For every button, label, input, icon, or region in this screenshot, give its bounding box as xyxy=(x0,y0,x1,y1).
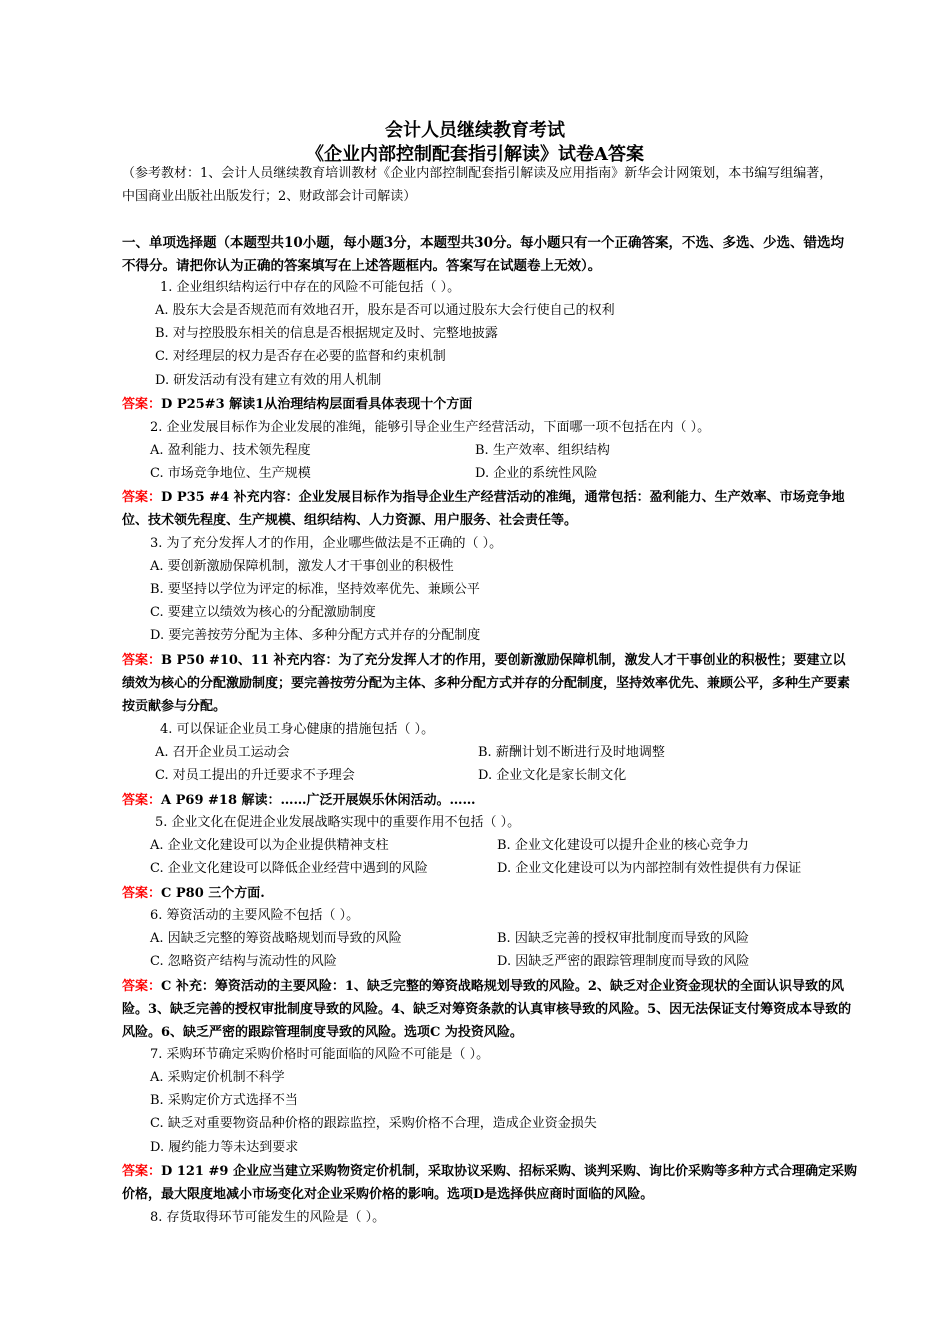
question-4-option-b: B. 薪酬计划不断进行及时地调整 xyxy=(478,745,665,760)
answer-label: 答案： xyxy=(122,397,162,412)
question-5-option-d: D. 企业文化建设可以为内部控制有效性提供有力保证 xyxy=(497,861,802,876)
question-7-option-b: B. 采购定价方式选择不当 xyxy=(150,1093,298,1108)
question-6-option-c: C. 忽略资产结构与流动性的风险 xyxy=(150,954,337,969)
question-2-stem: 2. 企业发展目标作为企业发展的准绳，能够引导企业生产经营活动，下面哪一项不包括在内（ ）。 xyxy=(150,420,711,435)
answer-label: 答案： xyxy=(122,793,162,808)
question-5-option-a: A. 企业文化建设可以为企业提供精神支柱 xyxy=(150,838,389,853)
question-7-answer xyxy=(122,1160,857,1206)
question-5-answer xyxy=(122,882,857,905)
exam-subtitle: 《企业内部控制配套指引解读》试卷A答案 xyxy=(306,144,644,165)
question-7-option-c: C. 缺乏对重要物资品种价格的跟踪监控，采购价格不合理，造成企业资金损失 xyxy=(150,1116,597,1131)
question-7-option-d: D. 履约能力等未达到要求 xyxy=(150,1140,299,1155)
question-2-option-a: A. 盈利能力、技术领先程度 xyxy=(150,443,311,458)
question-1-stem: 1. 企业组织结构运行中存在的风险不可能包括（ ）。 xyxy=(160,280,461,295)
answer-text: B P50 #10、11 补充内容：为了充分发挥人才的作用，要创新激励保障机制，激发人才干事创业的积极性；要建立以绩效为核心的分配激励制度；要完善按劳分配为主体、多种分配方式并存的分配制度，坚持效率优先、兼顾公平，多种生产要素按贡献参与分配。 xyxy=(122,653,851,714)
question-4-option-a: A. 召开企业员工运动会 xyxy=(155,745,290,760)
question-2-option-b: B. 生产效率、组织结构 xyxy=(475,443,610,458)
question-3-answer xyxy=(122,649,857,718)
question-1-answer xyxy=(122,393,857,416)
answer-label: 答案： xyxy=(122,653,162,668)
question-1-option-d: D. 研发活动有没有建立有效的用人机制 xyxy=(155,373,382,388)
question-4-option-d: D. 企业文化是家长制文化 xyxy=(478,768,627,783)
question-6-option-d: D. 因缺乏严密的跟踪管理制度而导致的风险 xyxy=(497,954,750,969)
question-6-answer xyxy=(122,975,857,1044)
answer-label: 答案： xyxy=(122,1164,162,1179)
question-3-stem: 3. 为了充分发挥人才的作用，企业哪些做法是不正确的（ ）。 xyxy=(150,536,503,551)
exam-title: 会计人员继续教育考试 xyxy=(385,120,565,141)
answer-text: A P69 #18 解读：……广泛开展娱乐休闲活动。…… xyxy=(161,793,476,808)
question-5-stem: 5. 企业文化在促进企业发展战略实现中的重要作用不包括（ ）。 xyxy=(155,815,521,830)
question-1-option-c: C. 对经理层的权力是否存在必要的监督和约束机制 xyxy=(155,349,446,364)
question-6-stem: 6. 筹资活动的主要风险不包括（ ）。 xyxy=(150,908,360,923)
question-6-option-a: A. 因缺乏完整的筹资战略规划而导致的风险 xyxy=(150,931,402,946)
answer-label: 答案： xyxy=(122,886,162,901)
answer-label: 答案： xyxy=(122,979,162,994)
answer-text: D P35 #4 补充内容：企业发展目标作为指导企业生产经营活动的准绳，通常包括：盈利能力、生产效率、市场竞争地位、技术领先程度、生产规模、组织结构、人力资源、用户服务、社会责任等。 xyxy=(122,490,845,528)
answer-text: C P80 三个方面. xyxy=(161,886,265,901)
question-2-option-c: C. 市场竞争地位、生产规模 xyxy=(150,466,311,481)
answer-text: D P25#3 解读1从治理结构层面看具体表现十个方面 xyxy=(161,397,473,412)
question-3-option-a: A. 要创新激励保障机制，激发人才干事创业的积极性 xyxy=(150,559,454,574)
question-2-option-d: D. 企业的系统性风险 xyxy=(475,466,598,481)
reference-note: （参考教材：1、会计人员继续教育培训教材《企业内部控制配套指引解读及应用指南》新华会计网策划，本书编写组编著，中国商业出版社出版发行；2、财政部会计司解读） xyxy=(122,166,833,204)
question-1-option-b: B. 对与控股股东相关的信息是否根据规定及时、完整地披露 xyxy=(155,326,498,341)
section-heading: 一、单项选择题（本题型共10小题，每小题3分，本题型共30分。每小题只有一个正确答案，不选、多选、少选、错选均不得分。请把你认为正确的答案填写在上述答题框内。答案写在试题卷上无效）。 xyxy=(122,235,844,274)
answer-text: D 121 #9 企业应当建立采购物资定价机制，采取协议采购、招标采购、谈判采购、询比价采购等多种方式合理确定采购价格，最大限度地减小市场变化对企业采购价格的影响。选项D是选择供应商时面临的风险。 xyxy=(122,1164,857,1202)
question-4-answer xyxy=(122,789,857,812)
question-5-option-c: C. 企业文化建设可以降低企业经营中遇到的风险 xyxy=(150,861,428,876)
question-3-option-c: C. 要建立以绩效为核心的分配激励制度 xyxy=(150,605,376,620)
question-2-answer xyxy=(122,486,857,532)
question-8-stem: 8. 存货取得环节可能发生的风险是（ ）。 xyxy=(150,1210,386,1225)
question-7-option-a: A. 采购定价机制不科学 xyxy=(150,1070,285,1085)
question-3-option-b: B. 要坚持以学位为评定的标准，坚持效率优先、兼顾公平 xyxy=(150,582,480,597)
question-4-stem: 4. 可以保证企业员工身心健康的措施包括（ ）。 xyxy=(160,722,435,737)
question-5-option-b: B. 企业文化建设可以提升企业的核心竞争力 xyxy=(497,838,749,853)
question-6-option-b: B. 因缺乏完善的授权审批制度而导致的风险 xyxy=(497,931,749,946)
question-1-option-a: A. 股东大会是否规范而有效地召开，股东是否可以通过股东大会行使自己的权利 xyxy=(155,303,615,318)
answer-text: C 补充：筹资活动的主要风险：1、缺乏完整的筹资战略规划导致的风险。2、缺乏对企业资金现状的全面认识导致的风险。3、缺乏完善的授权审批制度导致的风险。4、缺乏对筹资条款的认真审核导致的风险。5、因无法保证支付筹资成本导致的风险。6、缺乏严密的跟踪管理制度导致的风险。选项C 为投资风险。 xyxy=(122,979,852,1040)
answer-label: 答案： xyxy=(122,490,162,505)
question-4-option-c: C. 对员工提出的升迁要求不予理会 xyxy=(155,768,355,783)
question-7-stem: 7. 采购环节确定采购价格时可能面临的风险不可能是（ ）。 xyxy=(150,1047,490,1062)
question-3-option-d: D. 要完善按劳分配为主体、多种分配方式并存的分配制度 xyxy=(150,628,481,643)
